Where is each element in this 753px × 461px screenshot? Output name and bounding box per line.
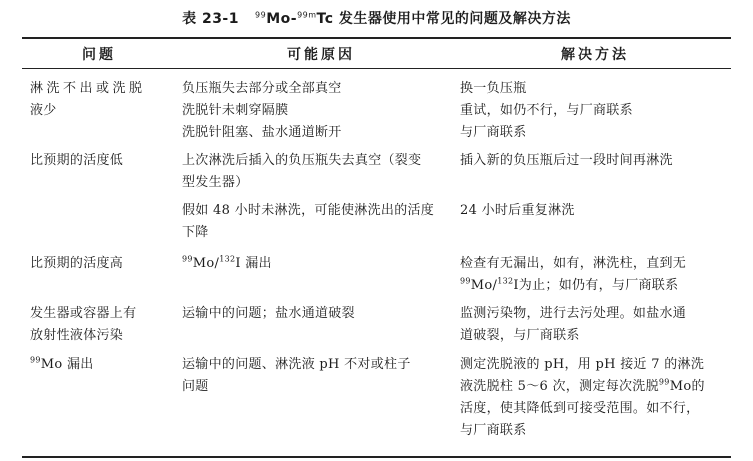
row1-cause-3: 洗脱针阻塞、盐水通道断开 bbox=[182, 125, 342, 140]
table-caption bbox=[0, 8, 753, 28]
row5-solution-2-post: Mo的 bbox=[669, 379, 705, 394]
row2-cause-1b: 型发生器） bbox=[182, 175, 249, 190]
row2-cause-2a: 假如 48 小时未淋洗，可能使淋洗出的活度 bbox=[182, 203, 435, 218]
row5-problem-text: Mo 漏出 bbox=[40, 357, 94, 372]
row5-cause-1: 运输中的问题、淋洗液 pH 不对或柱子 bbox=[182, 357, 411, 372]
row3-causes bbox=[182, 253, 452, 275]
row5-problem bbox=[30, 354, 170, 376]
row3-cause-isotope-i: 132 bbox=[219, 254, 236, 264]
row1-problem bbox=[30, 78, 170, 122]
table-header-rule bbox=[22, 68, 731, 69]
title-isotope-mo: 99 bbox=[255, 10, 267, 20]
row1-causes bbox=[182, 78, 452, 144]
row2-solutions bbox=[460, 150, 730, 222]
row5-solution-3: 活度，使其降低到可接受范围。如不行， bbox=[460, 401, 700, 416]
row3-cause-element-mo: Mo/ bbox=[192, 256, 220, 271]
row5-causes bbox=[182, 354, 452, 398]
row4-problem bbox=[30, 303, 170, 347]
row5-problem-line1 bbox=[30, 354, 170, 376]
row3-cause-isotope-mo: 99 bbox=[182, 254, 193, 264]
header-cause: 可能原因 bbox=[287, 47, 355, 63]
header-problem: 问题 bbox=[82, 47, 116, 63]
row4-problem-line1: 发生器或容器上有 bbox=[30, 306, 137, 321]
row5-solution-isotope: 99 bbox=[658, 377, 670, 387]
row5-cause-2: 问题 bbox=[182, 379, 209, 394]
row4-causes bbox=[182, 303, 452, 325]
row3-cause-1 bbox=[182, 253, 452, 275]
row3-solutions bbox=[460, 253, 730, 297]
row2-causes bbox=[182, 150, 452, 244]
row4-solution-1: 监测污染物，进行去污处理。如盐水通 bbox=[460, 306, 687, 321]
row2-solution-1: 插入新的负压瓶后过一段时间再淋洗 bbox=[460, 153, 673, 168]
table-bottom-rule bbox=[22, 456, 731, 458]
table-number: 表 23-1 bbox=[182, 11, 239, 27]
row2-solution-2: 24 小时后重复淋洗 bbox=[460, 203, 575, 218]
row5-solutions bbox=[460, 354, 730, 442]
row1-cause-1: 负压瓶失去部分或全部真空 bbox=[182, 81, 342, 96]
row3-solution-isotope-mo: 99 bbox=[460, 276, 471, 286]
table-top-rule bbox=[22, 37, 731, 39]
row3-problem bbox=[30, 253, 170, 275]
row3-problem-line1: 比预期的活度高 bbox=[30, 256, 124, 271]
row2-cause-1a: 上次淋洗后插入的负压瓶失去真空（裂变 bbox=[182, 153, 422, 168]
header-solution: 解决方法 bbox=[561, 47, 629, 63]
row4-problem-line2: 放射性液体污染 bbox=[30, 328, 124, 343]
title-element-tc: Tc bbox=[316, 11, 334, 27]
row5-problem-isotope: 99 bbox=[30, 355, 41, 365]
row1-solution-2: 重试，如仍不行，与厂商联系 bbox=[460, 103, 633, 118]
row3-cause-rest: I 漏出 bbox=[235, 256, 272, 271]
row4-solutions bbox=[460, 303, 730, 347]
row2-problem bbox=[30, 150, 170, 172]
title-isotope-tc: 99m bbox=[297, 10, 317, 20]
row3-solution-isotope-i: 132 bbox=[497, 276, 514, 286]
row2-problem-line1: 比预期的活度低 bbox=[30, 153, 124, 168]
row3-solution-2 bbox=[460, 275, 730, 297]
row5-solution-2 bbox=[460, 376, 730, 398]
row1-problem-line1: 淋洗不出或洗脱 bbox=[30, 81, 146, 96]
title-element-mo: Mo- bbox=[266, 11, 298, 27]
row3-solution-element-mo: Mo/ bbox=[470, 278, 498, 293]
row3-solution-1: 检查有无漏出，如有，淋洗柱，直到无 bbox=[460, 256, 687, 271]
row1-solution-1: 换一负压瓶 bbox=[460, 81, 527, 96]
row5-solution-2-pre: 液洗脱柱 5～6 次，测定每次洗脱 bbox=[460, 379, 659, 394]
table-title-text: 发生器使用中常见的问题及解决方法 bbox=[338, 11, 571, 27]
row1-solution-3: 与厂商联系 bbox=[460, 125, 527, 140]
row1-solutions bbox=[460, 78, 730, 144]
row1-cause-2: 洗脱针未刺穿隔膜 bbox=[182, 103, 289, 118]
row5-solution-1: 测定洗脱液的 pH，用 pH 接近 7 的淋洗 bbox=[460, 357, 705, 372]
row4-solution-2: 道破裂，与厂商联系 bbox=[460, 328, 580, 343]
row2-cause-2b: 下降 bbox=[182, 225, 209, 240]
row3-solution-rest: I为止；如仍有，与厂商联系 bbox=[513, 278, 679, 293]
row4-cause-1: 运输中的问题；盐水通道破裂 bbox=[182, 306, 355, 321]
row5-solution-4: 与厂商联系 bbox=[460, 423, 527, 438]
row1-problem-line2: 液少 bbox=[30, 103, 57, 118]
